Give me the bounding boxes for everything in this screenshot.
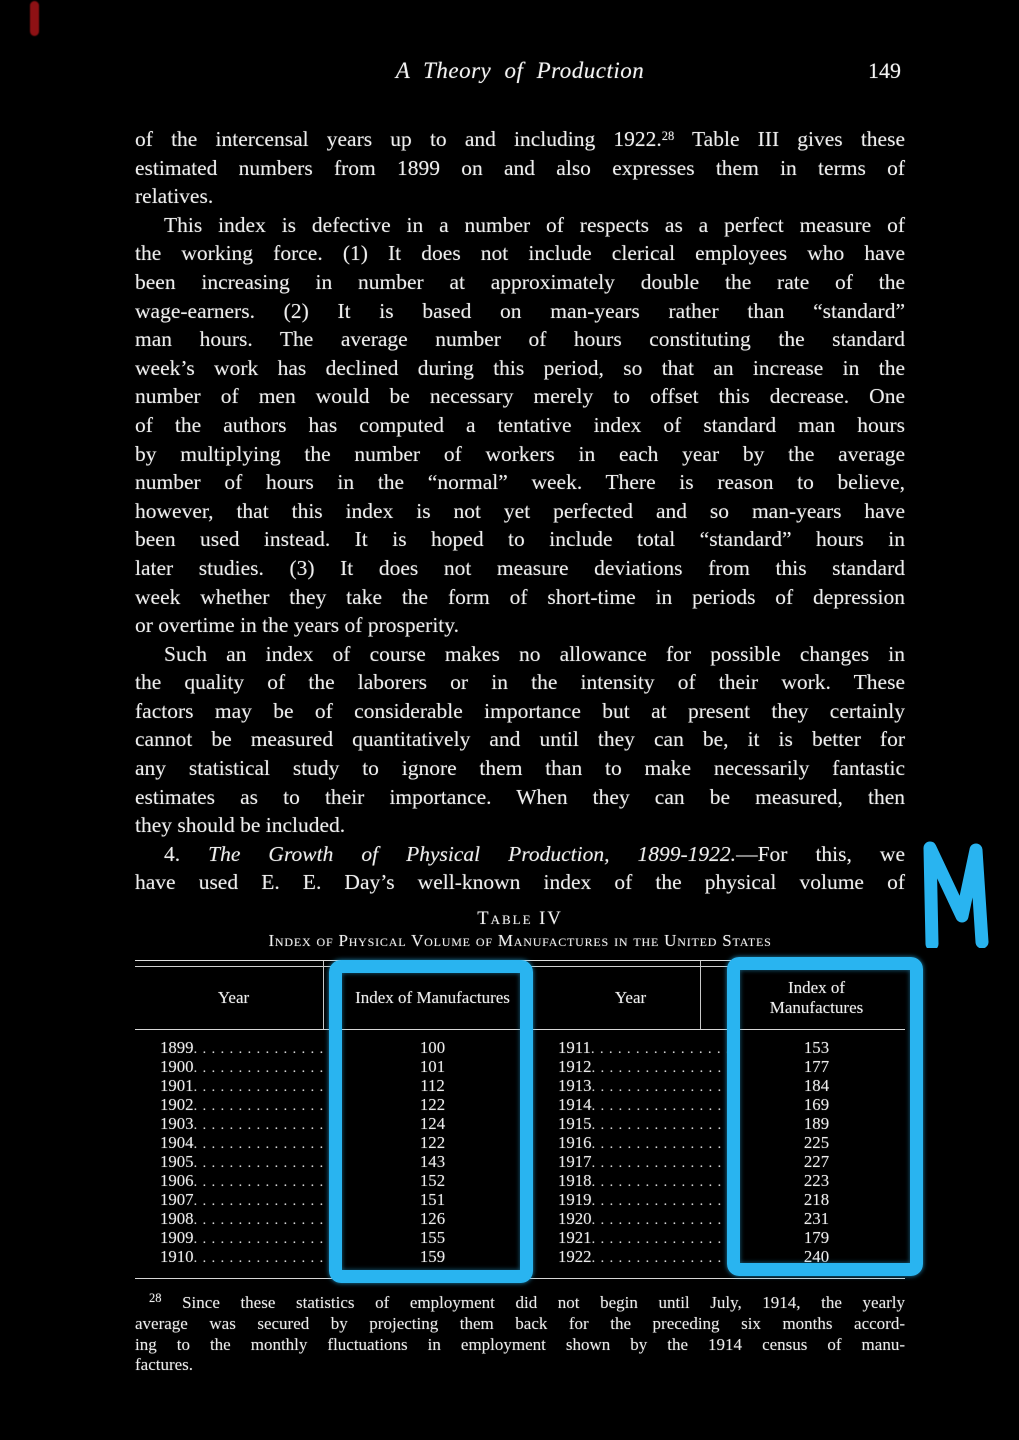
dot-leader (194, 1059, 332, 1076)
dot-leader (194, 1116, 332, 1133)
index-value-cell: 124 (419, 1114, 446, 1134)
text-line: any statistical study to ignore them than to make necessarily fantastic (135, 756, 905, 781)
index-value-cell: 101 (419, 1057, 446, 1077)
index-value-cell: 189 (803, 1114, 830, 1134)
body-text (135, 125, 905, 897)
dot-leader (194, 1173, 332, 1190)
paragraph (135, 211, 905, 640)
column-header-year-right: Year (614, 988, 647, 1008)
index-value-cell: 153 (803, 1038, 830, 1058)
dot-leader (592, 1154, 728, 1171)
year-cell: 1911 ..... (533, 1038, 728, 1057)
dot-leader (194, 1211, 332, 1228)
index-value-cell: 227 (803, 1152, 830, 1172)
text-line: been increasing in number at approximately double the rate of the (135, 269, 905, 294)
dot-leader (194, 1078, 332, 1095)
running-head (135, 58, 905, 88)
text-line: been used instead. It is hoped to include total “standard” hours in (135, 527, 905, 552)
text-line: have used E. E. Day’s well-known index of the physical volume of (135, 870, 905, 895)
index-value-cell: 177 (803, 1057, 830, 1077)
index-value-cell: 151 (419, 1190, 446, 1210)
text-line: estimated numbers from 1899 on and also expresses them in terms of (135, 155, 905, 180)
year-cell: 1918 ..... (533, 1171, 728, 1190)
dot-leader (194, 1230, 332, 1247)
text-line: later studies. (3) It does not measure deviations from this standard (135, 555, 905, 580)
text-line: of the intercensal years up to and including 1922.28 Table III gives these (135, 127, 906, 151)
index-value-cell: 225 (803, 1133, 830, 1153)
column-header-index-left: Index of Manufactures (355, 988, 510, 1008)
text-line: week whether they take the form of short-time in periods of depression (135, 584, 905, 609)
index-value-cell: 169 (803, 1095, 830, 1115)
year-cell: 1921 ..... (533, 1228, 728, 1247)
text-line: Such an index of course makes no allowance for possible changes in (164, 641, 905, 666)
year-cell: 1916 ..... (533, 1133, 728, 1152)
index-value-cell: 100 (419, 1038, 446, 1058)
year-cell: 1920 ..... (533, 1209, 728, 1228)
text-line: they should be included. (135, 813, 346, 838)
dot-leader (194, 1040, 332, 1057)
text-line: the working force. (1) It does not include clerical employees who have (135, 241, 905, 266)
dot-leader (592, 1078, 728, 1095)
running-title: A Theory of Production (395, 58, 645, 83)
index-value-cell: 179 (803, 1228, 830, 1248)
year-cell: 1909 ..... (135, 1228, 332, 1247)
dot-leader (592, 1230, 728, 1247)
year-cell: 1899 ..... (135, 1038, 332, 1057)
year-cell: 1906 ..... (135, 1171, 332, 1190)
year-cell: 1901 ..... (135, 1076, 332, 1095)
year-cell: 1902 ..... (135, 1095, 332, 1114)
text-line: 4. The Growth of Physical Production, 1899-1922.—For this, we (164, 841, 905, 866)
index-value-cell: 184 (803, 1076, 830, 1096)
year-cell: 1917 ..... (533, 1152, 728, 1171)
year-cell: 1919 ..... (533, 1190, 728, 1209)
annotation-box-right-index-column (727, 957, 923, 1276)
dot-leader (194, 1154, 332, 1171)
text-line: ing to the monthly fluctuations in employment shown by the 1914 census of manu- (135, 1334, 905, 1354)
text-line: average was secured by projecting them back for the preceding six months accord- (135, 1313, 905, 1333)
dot-leader (592, 1059, 728, 1076)
paragraph (135, 125, 905, 211)
annotation-box-left-index-column (329, 960, 533, 1283)
text-line: cannot be measured quantitatively and until they can be, it is better for (135, 727, 905, 752)
dot-leader (194, 1135, 332, 1152)
text-line: number of men would be necessary merely to offset this decrease. One (135, 384, 905, 409)
text-line: estimates as to their importance. When they can be measured, then (135, 784, 905, 809)
column-divider (323, 961, 324, 1029)
dot-leader (194, 1097, 332, 1114)
text-line: by multiplying the number of workers in each year by the average (135, 441, 905, 466)
year-cell: 1910 ..... (135, 1247, 332, 1266)
index-value-cell: 112 (420, 1076, 445, 1096)
dot-leader (592, 1173, 728, 1190)
index-value-cell: 143 (419, 1152, 446, 1172)
paragraph (135, 640, 905, 840)
year-cell: 1907 ..... (135, 1190, 332, 1209)
index-value-cell: 122 (419, 1095, 446, 1115)
year-cell: 1903 ..... (135, 1114, 332, 1133)
year-cell: 1912 ..... (533, 1057, 728, 1076)
text-line: factors may be of considerable importance but at present they certainly (135, 698, 905, 723)
text-line: relatives. (135, 184, 214, 209)
paragraph (135, 840, 905, 897)
dot-leader (194, 1249, 332, 1266)
dot-leader (592, 1249, 728, 1266)
text-line: of the authors has computed a tentative index of standard man hours (135, 412, 905, 437)
dot-leader (592, 1116, 728, 1133)
text-line: the quality of the laborers or in the intensity of their work. These (135, 670, 905, 695)
dot-leader (592, 1135, 728, 1152)
text-line: number of hours in the “normal” week. There is reason to believe, (135, 470, 905, 495)
index-value-cell: 240 (803, 1247, 830, 1267)
dot-leader (591, 1040, 728, 1057)
dot-leader (194, 1192, 332, 1209)
index-value-cell: 152 (419, 1171, 446, 1191)
footnote (135, 1293, 905, 1376)
dot-leader (592, 1211, 728, 1228)
column-divider (700, 961, 701, 1029)
red-pen-mark (30, 1, 39, 36)
page-number: 149 (868, 58, 901, 83)
text-line: $^{28}$ Since these statistics of employment did not begin until July, 1914, the yearly (149, 1291, 905, 1313)
text-line: man hours. The average number of hours constituting the standard (135, 327, 905, 352)
dot-leader (592, 1097, 728, 1114)
index-value-cell: 122 (419, 1133, 446, 1153)
year-cell: 1900 ..... (135, 1057, 332, 1076)
year-cell: 1922 ..... (533, 1247, 728, 1266)
year-cell: 1905 ..... (135, 1152, 332, 1171)
handwritten-m-annotation (919, 834, 1001, 948)
year-cell: 1915 ..... (533, 1114, 728, 1133)
text-line: wage-earners. (2) It is based on man-years rather than “standard” (135, 298, 905, 323)
index-value-cell: 159 (419, 1247, 446, 1267)
column-header-year-left: Year (217, 988, 250, 1008)
table-title: Table IV (477, 909, 563, 930)
year-cell: 1904 ..... (135, 1133, 332, 1152)
column-header-index-right: Index of Manufactures (769, 978, 864, 1018)
text-line: week’s work has declined during this period, so that an increase in the (135, 355, 905, 380)
year-cell: 1913 ..... (533, 1076, 728, 1095)
dot-leader (592, 1192, 728, 1209)
table-subtitle: Index of Physical Volume of Manufactures in the United States (268, 931, 772, 951)
text-line: This index is defective in a number of respects as a perfect measure of (164, 212, 905, 237)
index-value-cell: 155 (419, 1228, 446, 1248)
index-value-cell: 218 (803, 1190, 830, 1210)
index-value-cell: 223 (803, 1171, 830, 1191)
text-line: however, that this index is not yet perfected and so man-years have (135, 498, 905, 523)
text-line: factures. (135, 1355, 194, 1375)
year-cell: 1908 ..... (135, 1209, 332, 1228)
year-cell: 1914 ..... (533, 1095, 728, 1114)
index-value-cell: 231 (803, 1209, 830, 1229)
text-line: or overtime in the years of prosperity. (135, 613, 459, 638)
index-value-cell: 126 (419, 1209, 446, 1229)
